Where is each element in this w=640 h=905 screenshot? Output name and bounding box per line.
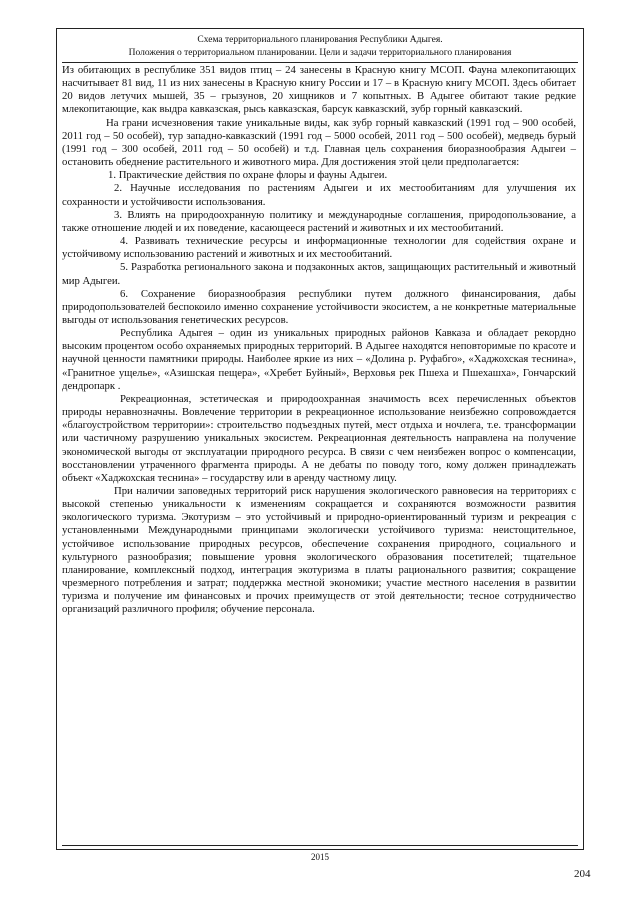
document-body (62, 64, 576, 617)
list-item: 4. Развивать технические ресурсы и информационные технологии для содействия охране и устойчивому использованию растений и животных и их местообитаний. (62, 235, 576, 261)
footer-year: 2015 (311, 852, 329, 862)
list-item: 2. Научные исследования по растениям Адыгеи и их местообитаниям для улучшения их сохранности и устойчивости использования. (62, 182, 576, 208)
list-item: 6. Сохранение биоразнообразия республики путем должного финансирования, дабы природопользователей беспокоило именно сохранение устойчивости экосистем, а не конкретные материальные выгоды от использования генетических ресурсов. (62, 287, 576, 326)
paragraph: Из обитающих в республике 351 видов птиц – 24 занесены в Красную книгу МСОП. Фауна млекопитающих насчитывает 81 вид, 11 из них занесены в Красную книгу России и 17 – в Красную книгу МСОП. Здесь обитает 20 видов летучих мышей, 35 – грызунов, 20 хищников и 7 копытных. В Адыгее обитают такие редкие млекопитающие, как выдра кавказская, рысь кавказская, барсук кавказский, зубр горный кавказский. (62, 64, 576, 116)
list-item: 5. Разработка регионального закона и подзаконных актов, защищающих растительный и животный мир Адыгеи. (62, 261, 576, 287)
header-divider (62, 62, 578, 63)
page-number: 204 (574, 868, 591, 880)
paragraph: Республика Адыгея – один из уникальных природных районов Кавказа и обладает рекордно высоким процентом особо охраняемых природных территорий. В Адыгее находятся неповторимые по красоте и научной ценности памятники природы. Наиболее яркие из них – «Долина р. Руфабго», «Хаджохская теснина», «Гранитное ущелье», «Азишская пещера», «Хребет Буйный», Верховья рек Пшеха и Пшехашха», Гончарский дендропарк . (62, 327, 576, 392)
paragraph: Рекреационная, эстетическая и природоохранная значимость всех перечисленных объектов природы неравнозначны. Вовлечение территории в рекреационное использование неизбежно сопровождается «благоустройством территории»: строительство подъездных путей, мест отдыха и ночлега, т.е. трансформации или частичному разрушению уникальных экосистем. Рекреационная деятельность направлена на получение экономической выгоды от эксплуатации природного ресурса. В связи с чем неизбежен вопрос о компенсации, восстановлении утраченного фрагмента природы. А не дебаты по поводу того, кому должен принадлежать объект «Хаджохская теснина» – государству или в аренду частному лицу. (62, 392, 576, 484)
page-header (60, 34, 580, 60)
header-title: Схема территориального планирования Республики Адыгея. (197, 35, 443, 45)
list-item: 3. Влиять на природоохранную политику и международные соглашения, природопользование, а также отношение людей и их поведение, касающееся растений и животных и их местообитаний. (62, 208, 576, 234)
list-item: 1. Практические действия по охране флоры и фауны Адыгеи. (108, 169, 388, 182)
paragraph: При наличии заповедных территорий риск нарушения экологического равновесия на территориях с высокой степенью уникальности к изменениям сокращается и сохраняются возможности развития экологического туризма. Экотуризм – это устойчивый и природно-ориентированный туризм и рекреация с установленными Международными принципами экологически устойчивого туризма: неистощительное, устойчивое использование природных ресурсов, обеспечение сохранения природного, социального и культурного разнообразия; повышение уровня экологического образования посетителей; тщательное планирование, комплексный подход, интеграция экотуризма в платы рационального развития; сокращение чрезмерного потребления и затрат; поддержка местной экономики; участие местного населения в развитии туризма и получение им финансовых и прочих преимуществ от этой деятельности; тесное сотрудничество организаций различного профиля; обучение персонала. (62, 485, 576, 616)
header-subtitle: Положения о территориальном планировании. Цели и задачи территориального планирования (128, 48, 512, 58)
paragraph: На грани исчезновения такие уникальные виды, как зубр горный кавказский (1991 год – 900 особей, 2011 год – 50 особей), тур западно-кавказский (1991 год – 5000 особей, 2011 год – 500 особей), медведь бурый (1991 год – 300 особей, 2011 год – 50 особей) и т.д. Главная цель сохранения биоразнообразия Адыгеи – остановить обеднение растительного и животного мира. Для достижения этой цели предполагается: (62, 116, 576, 169)
footer-divider (62, 845, 578, 846)
